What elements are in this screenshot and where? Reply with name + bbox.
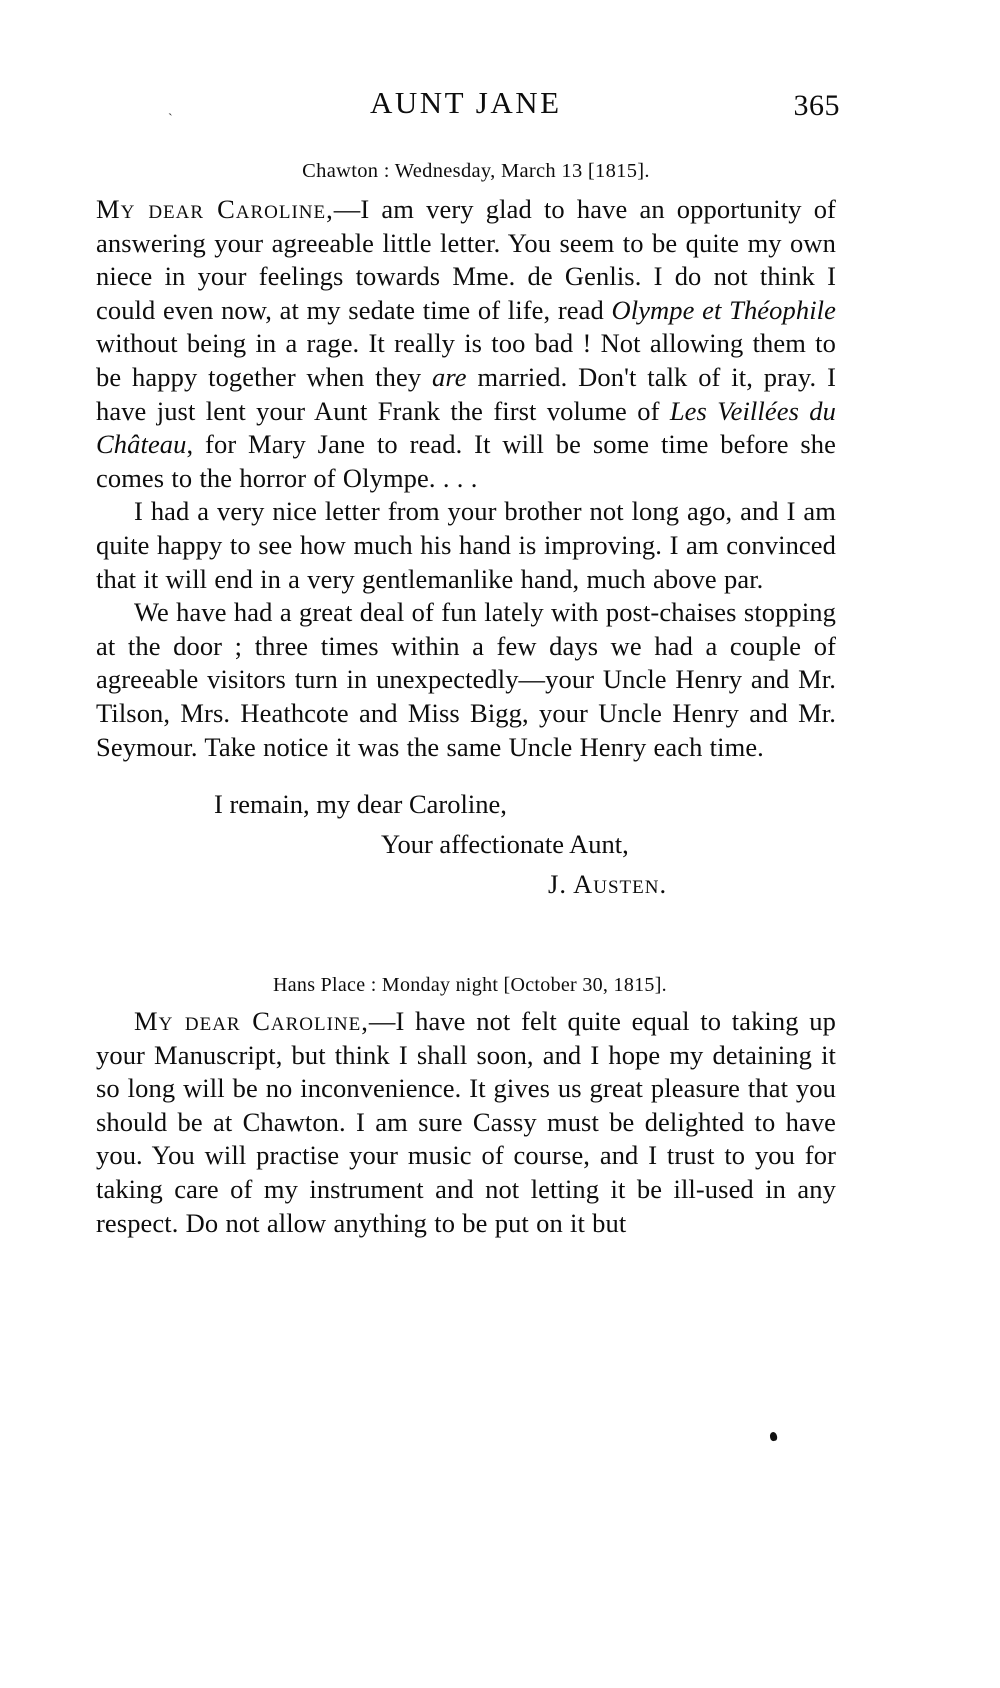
paragraph <box>96 1005 836 1240</box>
italic-emphasis: are <box>432 361 467 392</box>
salutation: My dear Caroline, <box>96 194 334 224</box>
ink-blot <box>769 1431 778 1441</box>
paragraph-text: —I am very glad to have an opportunity of answering your agreeable little letter. You seem to be quite my own niece in your feelings towards Mme. de Genlis. I do not think I could even now, at my sedate time of life, read <box>96 194 836 325</box>
salutation: My dear Caroline, <box>134 1006 369 1037</box>
letter-separator <box>96 904 836 974</box>
page-number: 365 <box>793 89 840 122</box>
closing-line: I remain, my dear Caroline, <box>214 789 507 820</box>
running-head: AUNT JANE <box>370 85 562 120</box>
letter-dateline: Hans Place : Monday night [October 30, 1815]. <box>273 974 667 997</box>
paragraph <box>96 193 836 495</box>
paragraph-text-3: married. Don't talk of it, pray. I have just lent your Aunt Frank the first volume of <box>96 361 837 426</box>
margin-tick: ˋ <box>168 112 173 127</box>
paragraph-text-2: without being in a rage. It really is too bad ! Not allowing them to be happy together when they <box>96 328 836 392</box>
paragraph: I had a very nice letter from your brother not long ago, and I am quite happy to see how much his hand is improving. I am convinced that it will end in a very gentlemanlike hand, much above par. <box>96 496 836 594</box>
paragraph-text: —I have not felt quite equal to taking up your Manuscript, but think I shall soon, and I hope my detaining it so long will be no inconvenience. It gives us great pleasure that you should be at Chawton. I am sure Cassy must be delighted to have you. You will practise your music of course, and I trust to you for taking care of my instrument and not letting it be ill-used in any respect. Do not allow anything to be put on it but <box>96 1006 836 1238</box>
letter-block <box>96 160 836 904</box>
paragraph-text-4: , for Mary Jane to read. It will be some time before she comes to the horror of Olympe. . . . <box>96 429 836 493</box>
italic-title-2: Les Veillées du Château <box>96 395 836 460</box>
signature: J. Austen. <box>548 869 668 900</box>
letter-block <box>96 974 836 1240</box>
paragraph: We have had a great deal of fun lately with post-chaises stopping at the door ; three times within a few days we had a couple of agreeable visitors turn in unexpectedly—your Uncle Henry and Mr. Tilson, Mrs. Heathcote and Miss Bigg, your Uncle Henry and Mr. Seymour. Take notice it was the same Uncle Henry each time. <box>96 597 836 762</box>
closing-line: Your affectionate Aunt, <box>381 829 629 860</box>
letter-dateline: Chawton : Wednesday, March 13 [1815]. <box>302 160 650 182</box>
page-body <box>96 160 836 1240</box>
italic-title: Olympe et Théophile <box>611 294 836 325</box>
page-header <box>95 85 840 131</box>
